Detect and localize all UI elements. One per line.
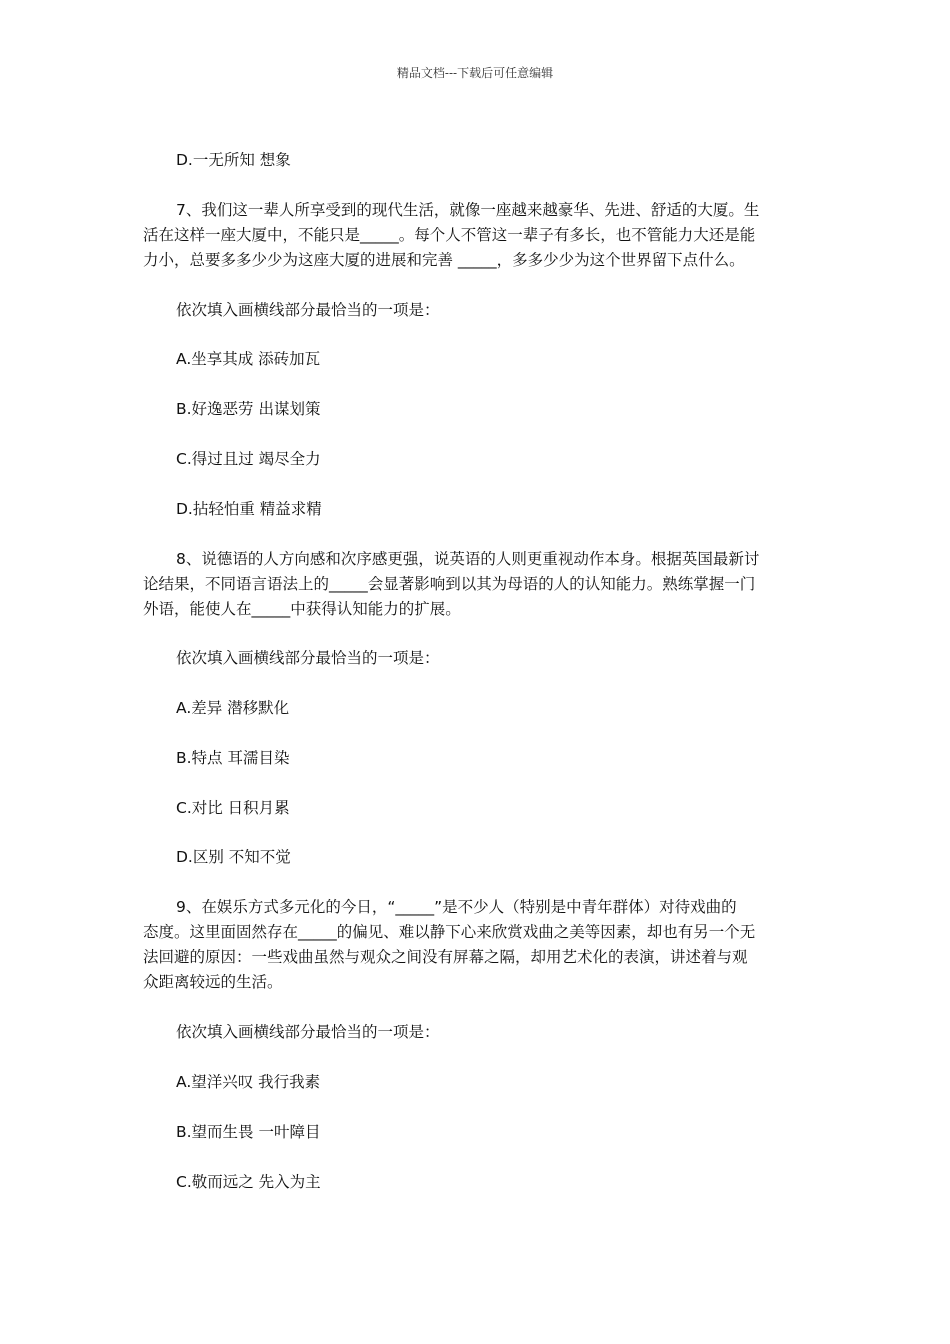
q9-stem-line2: 态度。这里面固然存在_____的偏见、难以静下心来欣赏戏曲之美等因素，却也有另一个无 bbox=[143, 923, 756, 941]
q9-option-a: A.望洋兴叹 我行我素 bbox=[176, 1073, 321, 1091]
q7-option-c: C.得过且过 竭尽全力 bbox=[176, 450, 321, 468]
q9-stem-line4: 众距离较远的生活。 bbox=[143, 973, 283, 991]
q9-option-c: C.敬而远之 先入为主 bbox=[176, 1173, 321, 1191]
q9-stem-line3: 法回避的原因：一些戏曲虽然与观众之间没有屏幕之隔，却用艺术化的表演，讲述着与观 bbox=[143, 948, 748, 966]
page-header: 精品文档---下载后可任意编辑 bbox=[396, 66, 554, 80]
q8-option-b: B.特点 耳濡目染 bbox=[176, 749, 290, 767]
q8-option-a: A.差异 潜移默化 bbox=[176, 699, 290, 717]
q9-stem-line1: 9、在娱乐方式多元化的今日，“_____”是不少人（特别是中青年群体）对待戏曲的 bbox=[176, 898, 737, 916]
q7-stem-line3: 力小，总要多多少少为这座大厦的进展和完善 _____，多多少少为这个世界留下点什么。 bbox=[143, 251, 745, 269]
q7-option-a: A.坐享其成 添砖加瓦 bbox=[176, 350, 321, 368]
q7-stem-line2: 活在这样一座大厦中，不能只是_____。每个人不管这一辈子有多长，也不管能力大还是能 bbox=[143, 226, 756, 244]
q8-option-d: D.区别 不知不觉 bbox=[176, 848, 291, 866]
q9-instruction: 依次填入画横线部分最恰当的一项是： bbox=[176, 1023, 440, 1041]
q7-option-d: D.拈轻怕重 精益求精 bbox=[176, 500, 322, 518]
q7-instruction: 依次填入画横线部分最恰当的一项是： bbox=[176, 301, 440, 319]
q8-instruction: 依次填入画横线部分最恰当的一项是： bbox=[176, 649, 440, 667]
q7-stem-line1: 7、我们这一辈人所享受到的现代生活，就像一座越来越豪华、先进、舒适的大厦。生 bbox=[176, 201, 760, 219]
q6-option-d: D.一无所知 想象 bbox=[176, 151, 291, 169]
q9-option-b: B.望而生畏 一叶障目 bbox=[176, 1123, 321, 1141]
q7-option-b: B.好逸恶劳 出谋划策 bbox=[176, 400, 321, 418]
q8-stem-line2: 论结果，不同语言语法上的_____会显著影响到以其为母语的人的认知能力。熟练掌握一门 bbox=[143, 575, 756, 593]
q8-option-c: C.对比 日积月累 bbox=[176, 799, 290, 817]
q8-stem-line3: 外语，能使人在_____中获得认知能力的扩展。 bbox=[143, 600, 461, 618]
q8-stem-line1: 8、说德语的人方向感和次序感更强，说英语的人则更重视动作本身。根据英国最新讨 bbox=[176, 550, 760, 568]
